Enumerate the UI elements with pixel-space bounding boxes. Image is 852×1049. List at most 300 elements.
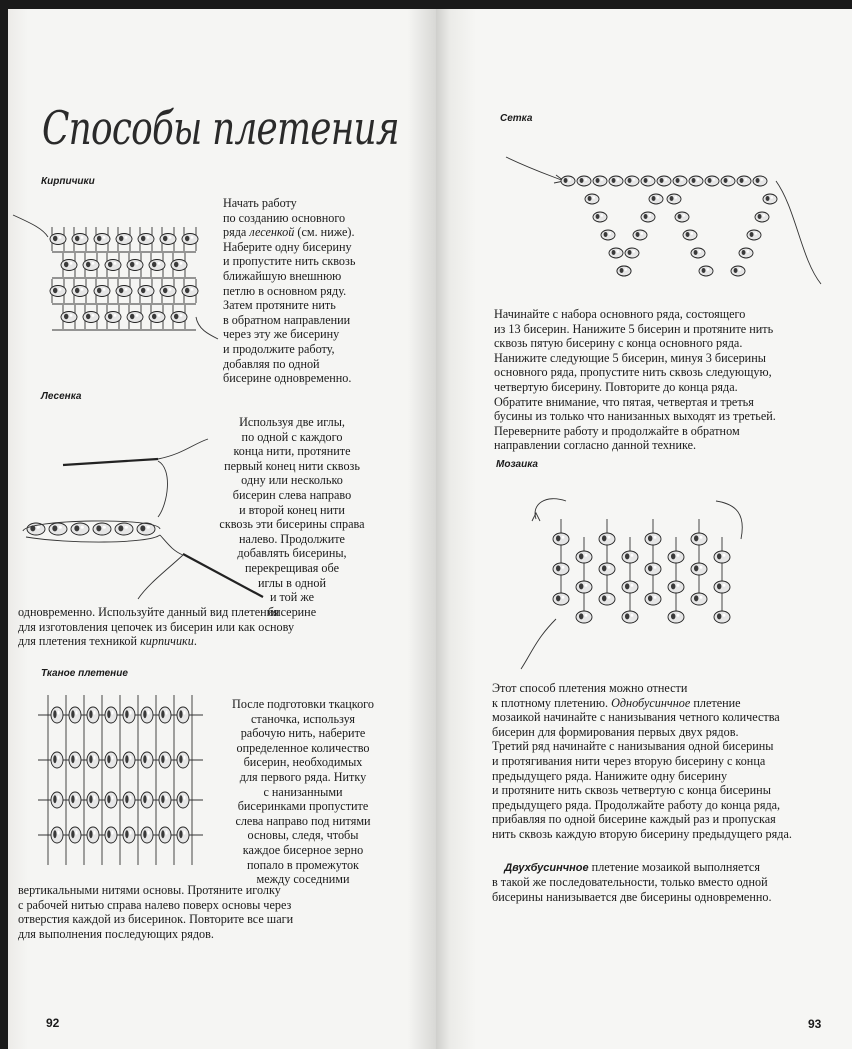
bead-highlight (57, 831, 59, 835)
bead-shade (179, 710, 182, 718)
bead (94, 234, 110, 245)
bead-shade (602, 535, 606, 541)
two-bead-term: Двухбусинчное (504, 861, 589, 874)
bead-shade (602, 595, 606, 601)
bead-highlight (183, 756, 185, 760)
bead-shade (161, 830, 164, 838)
bead-shade (692, 178, 696, 183)
bead-highlight (608, 232, 611, 235)
bead-highlight (180, 314, 183, 317)
bead (105, 312, 121, 323)
thread (158, 461, 167, 517)
bead-highlight (158, 314, 161, 317)
bead-shade (612, 178, 616, 183)
bead (673, 176, 687, 186)
bead (576, 551, 592, 563)
bead (116, 234, 132, 245)
bead-highlight (585, 614, 588, 617)
page-title: Способы плетения (42, 101, 399, 155)
bead-highlight (103, 526, 106, 529)
bead-shade (125, 710, 128, 718)
bead-highlight (654, 536, 657, 539)
bead-shade (644, 214, 648, 219)
bead-shade (97, 236, 101, 242)
bead-highlight (81, 288, 84, 291)
bead-highlight (656, 196, 659, 199)
bead-shade (750, 232, 754, 237)
bead (553, 593, 569, 605)
bead (177, 792, 189, 808)
bead (72, 234, 88, 245)
bead-highlight (608, 596, 611, 599)
bead-highlight (103, 288, 106, 291)
bead-highlight (585, 584, 588, 587)
bead (689, 176, 703, 186)
woven-text-right: После подготовки ткацкого станочка, используя рабочую нить, наберите определенное количество бисерин, необходимых для первого ряда. Нитку с нанизанными бисеринками пропустите слева направо под нитями основы, следя, чтобы каждое бисерное зерно попало в промежуток между соседними (232, 697, 374, 887)
net-text: Начинайте с набора основного ряда, состоящего из 13 бисерин. Нанижите 5 бисерин и протяните нить сквозь пятую бисерину с конца основного ряда. Нанижите следующие 5 бисерин, минуя 3 бисерины основного ряда, пропустите нить сквозь следующую, четвертую бисерину. Повторите до конца ряда. Обратите внимание, что пятая, четвертая и третья бусины из только что нанизанных выходят из третьей. Переверните работу и продолжайте в обратном направлении согласно данной технике. (494, 307, 776, 453)
bead-shade (141, 288, 145, 294)
bead (714, 581, 730, 593)
bead (699, 266, 713, 276)
bead-highlight (165, 711, 167, 715)
bead-shade (671, 613, 675, 619)
woven-heading: Тканое плетение (41, 668, 128, 679)
bead-shade (152, 314, 156, 320)
bead-shade (604, 232, 608, 237)
bead-shade (671, 553, 675, 559)
bead-highlight (723, 614, 726, 617)
bead-highlight (111, 796, 113, 800)
bead-shade (74, 525, 79, 531)
bead (633, 230, 647, 240)
bead-shade (86, 262, 90, 268)
bead-highlight (169, 236, 172, 239)
bead-shade (724, 178, 728, 183)
thread (196, 317, 218, 339)
bead-shade (580, 178, 584, 183)
bead-shade (717, 613, 721, 619)
bead (177, 827, 189, 843)
bead-shade (670, 196, 674, 201)
bead-highlight (674, 196, 677, 199)
bead-shade (75, 288, 79, 294)
bead-highlight (37, 526, 40, 529)
bead-highlight (760, 178, 763, 181)
bead-shade (96, 525, 101, 531)
bead-highlight (129, 831, 131, 835)
bead (599, 533, 615, 545)
bead (94, 286, 110, 297)
bead (160, 286, 176, 297)
bead-shade (141, 236, 145, 242)
bead-highlight (93, 796, 95, 800)
bead (577, 176, 591, 186)
bead (667, 194, 681, 204)
bead (625, 248, 639, 258)
bead (739, 248, 753, 258)
bead (160, 234, 176, 245)
bead-highlight (562, 596, 565, 599)
bead-shade (53, 288, 57, 294)
bead-highlight (111, 756, 113, 760)
bead-highlight (93, 831, 95, 835)
bead-highlight (136, 262, 139, 265)
bead (691, 593, 707, 605)
bead-shade (107, 795, 110, 803)
bead-highlight (129, 711, 131, 715)
bead-shade (628, 178, 632, 183)
bead-highlight (59, 288, 62, 291)
bead (123, 752, 135, 768)
ladder-heading: Лесенка (41, 391, 82, 402)
bead-highlight (93, 711, 95, 715)
bead (763, 194, 777, 204)
bead-shade (596, 214, 600, 219)
bead (105, 792, 117, 808)
italic-term: Однобусинчное (611, 695, 691, 710)
bead-shade (143, 795, 146, 803)
bead (51, 752, 63, 768)
bead (141, 752, 153, 768)
bead-shade (694, 250, 698, 255)
bead-highlight (111, 711, 113, 715)
bead-shade (71, 755, 74, 763)
thread (776, 181, 821, 284)
bead-shade (179, 795, 182, 803)
bead-shade (71, 710, 74, 718)
bead-shade (756, 178, 760, 183)
bead-shade (648, 595, 652, 601)
bead-shade (130, 314, 134, 320)
bead-shade (676, 178, 680, 183)
bead (149, 312, 165, 323)
bead-shade (140, 525, 145, 531)
bead-shade (694, 535, 698, 541)
bead-shade (636, 232, 640, 237)
bead-shade (89, 795, 92, 803)
bead-highlight (738, 268, 741, 271)
bead-highlight (57, 796, 59, 800)
bead-highlight (584, 178, 587, 181)
bead-shade (161, 755, 164, 763)
bead (83, 312, 99, 323)
bead-highlight (125, 526, 128, 529)
bead-highlight (680, 178, 683, 181)
bead-highlight (562, 566, 565, 569)
bead-shade (766, 196, 770, 201)
bead-highlight (723, 584, 726, 587)
bead (159, 792, 171, 808)
bead (714, 611, 730, 623)
net-stitch-diagram (436, 129, 852, 299)
two-bead-mosaic-text (492, 845, 772, 919)
bead (576, 581, 592, 593)
right-page (436, 9, 852, 1049)
bead (141, 827, 153, 843)
bead-highlight (600, 178, 603, 181)
bead-shade (89, 710, 92, 718)
text-segment: одновременно. Используйте данный вид плетения для изготовления цепочек из бисерин или как основу для плетения техникой (18, 605, 295, 649)
bead-highlight (114, 314, 117, 317)
bead-shade (678, 214, 682, 219)
bead-shade (179, 755, 182, 763)
bead-shade (694, 565, 698, 571)
bead-highlight (147, 796, 149, 800)
bead-shade (75, 236, 79, 242)
bead (141, 707, 153, 723)
bead (50, 286, 66, 297)
bead (599, 563, 615, 575)
bead (622, 611, 638, 623)
bead-shade (53, 830, 56, 838)
bead-shade (671, 583, 675, 589)
bead (561, 176, 575, 186)
bead-shade (163, 288, 167, 294)
bead (649, 194, 663, 204)
bead (622, 551, 638, 563)
bead-highlight (147, 756, 149, 760)
bead-highlight (75, 756, 77, 760)
bead-highlight (183, 711, 185, 715)
text-segment: плетение мозаикой начинайте с нанизывания четного количества бисерин для формирования первых двух рядов. Третий ряд начинайте с нанизывания одной бисерины и протягивания нити через вторую бисерину с конца предыдущего ряда. Нанижите одну бисерину и протяните нить сквозь четвертую с конца бисерины предыдущего ряда. Продолжайте работу до конца ряда, прибавляя по одной бисерине каждый раз и пропуская нить сквозь каждую вторую бисерину предыдущего ряда. (492, 695, 792, 841)
italic-term: лесенкой (249, 225, 295, 240)
bead (641, 212, 655, 222)
bead-shade (556, 535, 560, 541)
bead (49, 523, 67, 535)
bead-highlight (147, 526, 150, 529)
bead (617, 266, 631, 276)
ladder-text-right: Используя две иглы, по одной с каждого конца нити, протяните первый конец нити сквозь одну или несколько бисерин слева направо и второй конец нити сквозь эти бисерины справа налево. Продолжите добавлять бисерины, перекрещивая обе иглы в одной и той же бисерине (219, 415, 365, 619)
bead (105, 260, 121, 271)
bead (645, 533, 661, 545)
ladder-text-bottom (18, 605, 294, 649)
bead (585, 194, 599, 204)
bead (69, 752, 81, 768)
bead-shade (579, 553, 583, 559)
bead-shade (152, 262, 156, 268)
bead-highlight (632, 178, 635, 181)
two-bead-description: плетение мозаикой выполняется в такой же последовательности, только вместо одной бисерины нанизывается две бисерины одновременно. (492, 859, 772, 904)
bead-highlight (125, 288, 128, 291)
bead (576, 611, 592, 623)
bead-highlight (600, 214, 603, 217)
bead-highlight (147, 711, 149, 715)
bead-shade (174, 314, 178, 320)
bead-shade (660, 178, 664, 183)
bead-highlight (70, 262, 73, 265)
bead-highlight (147, 831, 149, 835)
bead (61, 312, 77, 323)
bead-shade (648, 565, 652, 571)
bead (182, 286, 198, 297)
bead-highlight (147, 288, 150, 291)
bead-highlight (728, 178, 731, 181)
bead-highlight (654, 566, 657, 569)
bead-highlight (640, 232, 643, 235)
thread (535, 499, 566, 519)
bead-shade (686, 232, 690, 237)
bead-shade (71, 830, 74, 838)
bead-shade (620, 268, 624, 273)
bead-highlight (180, 262, 183, 265)
bead (138, 286, 154, 297)
bead-highlight (677, 614, 680, 617)
bead (159, 752, 171, 768)
bead (72, 286, 88, 297)
bead-shade (717, 583, 721, 589)
thread (716, 501, 742, 539)
bead (683, 230, 697, 240)
bead (105, 827, 117, 843)
bead-shade (64, 262, 68, 268)
bead-shade (163, 236, 167, 242)
bead-highlight (677, 584, 680, 587)
bead-highlight (608, 536, 611, 539)
bead (182, 234, 198, 245)
bead (609, 248, 623, 258)
bead-shade (625, 583, 629, 589)
bead (127, 312, 143, 323)
bead (641, 176, 655, 186)
text-segment: Начать работу по созданию основного ряда (223, 196, 346, 240)
bead-highlight (191, 236, 194, 239)
bead (171, 312, 187, 323)
bead (105, 752, 117, 768)
bead-shade (107, 710, 110, 718)
bead-shade (97, 288, 101, 294)
bead-shade (625, 613, 629, 619)
bead-highlight (631, 554, 634, 557)
bead-shade (758, 214, 762, 219)
bead-shade (89, 830, 92, 838)
bead-highlight (165, 756, 167, 760)
bead-highlight (114, 262, 117, 265)
bead-shade (125, 795, 128, 803)
bead (50, 234, 66, 245)
bead (149, 260, 165, 271)
bead-highlight (624, 268, 627, 271)
bead-highlight (696, 178, 699, 181)
bead-shade (53, 755, 56, 763)
bead (141, 792, 153, 808)
bead-shade (53, 710, 56, 718)
brick-heading: Кирпичики (41, 176, 95, 187)
bead-shade (694, 595, 698, 601)
bead-shade (644, 178, 648, 183)
bead-shade (185, 288, 189, 294)
bead-highlight (183, 831, 185, 835)
bead-highlight (616, 178, 619, 181)
bead-shade (86, 314, 90, 320)
bead-shade (119, 236, 123, 242)
bead-highlight (103, 236, 106, 239)
bead-shade (648, 535, 652, 541)
bead (593, 176, 607, 186)
bead-highlight (169, 288, 172, 291)
bead-shade (52, 525, 57, 531)
bead (691, 563, 707, 575)
bead-highlight (690, 232, 693, 235)
bead-highlight (631, 614, 634, 617)
bead (123, 792, 135, 808)
bead (69, 707, 81, 723)
bead (51, 792, 63, 808)
bead (609, 176, 623, 186)
bead-highlight (165, 831, 167, 835)
needle (63, 459, 158, 465)
bead-highlight (111, 831, 113, 835)
bead-highlight (147, 236, 150, 239)
mosaic-text (492, 681, 792, 842)
bead-shade (119, 288, 123, 294)
bead-shade (108, 262, 112, 268)
bead-shade (596, 178, 600, 183)
bead (177, 707, 189, 723)
bead-shade (161, 710, 164, 718)
bead-shade (64, 314, 68, 320)
bead-shade (708, 178, 712, 183)
bead-highlight (700, 596, 703, 599)
bead-shade (717, 553, 721, 559)
bead-shade (556, 565, 560, 571)
bead-highlight (183, 796, 185, 800)
bead-highlight (592, 196, 595, 199)
bead-highlight (762, 214, 765, 217)
bead-shade (71, 795, 74, 803)
bead (593, 212, 607, 222)
bead (668, 551, 684, 563)
bead-highlight (57, 711, 59, 715)
bead (753, 176, 767, 186)
bead-shade (564, 178, 568, 183)
bead (675, 212, 689, 222)
bead-highlight (664, 178, 667, 181)
bead-shade (612, 250, 616, 255)
bead-highlight (136, 314, 139, 317)
bead-shade (89, 755, 92, 763)
bead-shade (579, 613, 583, 619)
bead (553, 563, 569, 575)
bead-highlight (746, 250, 749, 253)
mosaic-heading: Мозаика (496, 459, 538, 470)
bead (747, 230, 761, 240)
bead (123, 707, 135, 723)
bead-shade (174, 262, 178, 268)
bead-highlight (191, 288, 194, 291)
bead-highlight (608, 566, 611, 569)
bead-shade (53, 795, 56, 803)
bead-highlight (129, 796, 131, 800)
bead-highlight (158, 262, 161, 265)
bead (601, 230, 615, 240)
thread (13, 215, 48, 237)
bead-shade (179, 830, 182, 838)
bead-highlight (698, 250, 701, 253)
bead-highlight (92, 262, 95, 265)
bead-highlight (700, 566, 703, 569)
text-segment: (см. ниже). Наберите одну бисерину и пропустите нить сквозь ближайшую внешнюю петлю в основном ряду. Затем протяните нить в обратном направлении через эту же бисерину и продолжите работу, добавляя по одной бисерине одновременно. (223, 225, 356, 386)
left-page (8, 9, 436, 1049)
bead-shade (53, 236, 57, 242)
bead-highlight (654, 596, 657, 599)
bead (87, 707, 99, 723)
bead-highlight (81, 526, 84, 529)
bead-highlight (75, 831, 77, 835)
bead-shade (579, 583, 583, 589)
text-segment: . (193, 634, 197, 649)
bead (116, 286, 132, 297)
bead-highlight (677, 554, 680, 557)
